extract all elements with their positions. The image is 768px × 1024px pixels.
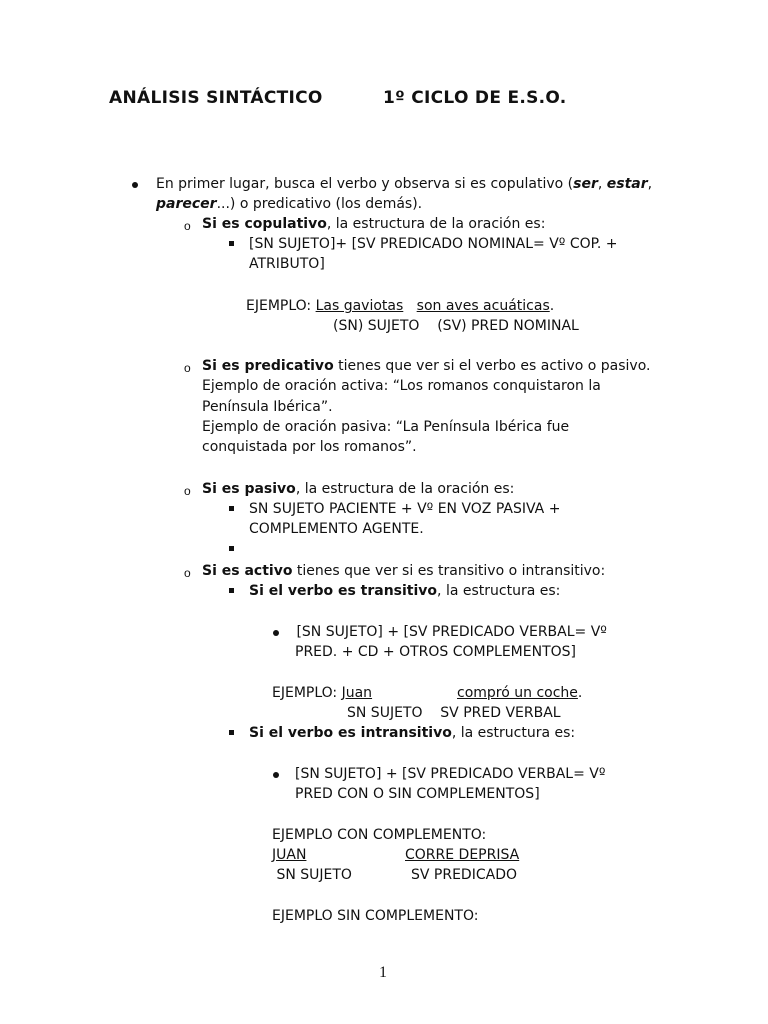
copulativo-structure-1: [SN SUJETO]+ [SV PREDICADO NOMINAL= Vº COP. + bbox=[249, 236, 618, 252]
transitivo-example: EJEMPLO: Juan bbox=[272, 685, 373, 701]
intransitivo-example1-tag-sv: SV PREDICADO bbox=[411, 867, 517, 883]
intransitivo-structure-1: [SN SUJETO] + [SV PREDICADO VERBAL= Vº bbox=[295, 766, 606, 782]
predicativo-line-5: conquistada por los romanos”. bbox=[202, 439, 417, 455]
bullet-dot-icon bbox=[273, 630, 279, 636]
pasivo-structure-2: COMPLEMENTO AGENTE. bbox=[249, 521, 424, 537]
circle-bullet-icon: o bbox=[184, 361, 191, 375]
intransitivo-example1-tag-sn: SN SUJETO bbox=[272, 867, 352, 883]
circle-bullet-icon: o bbox=[184, 484, 191, 498]
intransitivo-example1-sv: CORRE DEPRISA bbox=[405, 847, 520, 863]
intransitivo-heading: Si el verbo es intransitivo, la estructura es: bbox=[249, 725, 576, 741]
predicativo-heading: Si es predicativo tienes que ver si el verbo es activo o pasivo. bbox=[202, 358, 651, 374]
bullet-dot-icon bbox=[273, 772, 279, 778]
pasivo-structure-1: SN SUJETO PACIENTE + Vº EN VOZ PASIVA + bbox=[249, 501, 561, 517]
transitivo-example-tags: SN SUJETO SV PRED VERBAL bbox=[347, 705, 561, 721]
predicativo-line-4: Ejemplo de oración pasiva: “La Península Ibérica fue bbox=[202, 419, 570, 435]
copulativo-structure-2: ATRIBUTO] bbox=[249, 256, 325, 272]
page-number: 1 bbox=[379, 964, 387, 981]
transitivo-structure-1: [SN SUJETO] + [SV PREDICADO VERBAL= Vº bbox=[292, 624, 607, 640]
intransitivo-structure-2: PRED CON O SIN COMPLEMENTOS] bbox=[295, 786, 540, 802]
square-bullet-icon bbox=[229, 730, 234, 735]
pasivo-heading: Si es pasivo, la estructura de la oración es: bbox=[202, 481, 515, 497]
circle-bullet-icon: o bbox=[184, 566, 191, 580]
activo-heading: Si es activo tienes que ver si es transitivo o intransitivo: bbox=[202, 563, 606, 579]
intro-line-2: parecer...) o predicativo (los demás). bbox=[156, 196, 423, 212]
transitivo-heading: Si el verbo es transitivo, la estructura es: bbox=[249, 583, 561, 599]
title-right: 1º CICLO DE E.S.O. bbox=[383, 88, 567, 108]
square-bullet-icon bbox=[229, 588, 234, 593]
square-bullet-icon bbox=[229, 241, 234, 246]
copulativo-example-tags: (SN) SUJETO (SV) PRED NOMINAL bbox=[333, 318, 579, 334]
circle-bullet-icon: o bbox=[184, 219, 191, 233]
bullet-dot-icon bbox=[132, 182, 138, 188]
intransitivo-example1-sn: JUAN bbox=[272, 847, 307, 863]
square-bullet-icon bbox=[229, 506, 234, 511]
copulativo-heading: Si es copulativo, la estructura de la oración es: bbox=[202, 216, 546, 232]
predicativo-line-2: Ejemplo de oración activa: “Los romanos conquistaron la bbox=[202, 378, 601, 394]
title-left: ANÁLISIS SINTÁCTICO bbox=[109, 88, 323, 108]
intransitivo-example1-label: EJEMPLO CON COMPLEMENTO: bbox=[272, 827, 487, 843]
document-subtitle bbox=[383, 88, 567, 108]
square-bullet-icon bbox=[229, 546, 234, 551]
transitivo-structure-2: PRED. + CD + OTROS COMPLEMENTOS] bbox=[295, 644, 576, 660]
copulativo-example: EJEMPLO: Las gaviotas son aves acuáticas. bbox=[246, 298, 555, 314]
intro-line-1: En primer lugar, busca el verbo y observa si es copulativo (ser, estar, bbox=[156, 176, 653, 192]
document-title bbox=[109, 88, 323, 108]
transitivo-example-sv: compró un coche. bbox=[457, 685, 583, 701]
intransitivo-example2-label: EJEMPLO SIN COMPLEMENTO: bbox=[272, 908, 479, 924]
predicativo-line-3: Península Ibérica”. bbox=[202, 399, 333, 415]
